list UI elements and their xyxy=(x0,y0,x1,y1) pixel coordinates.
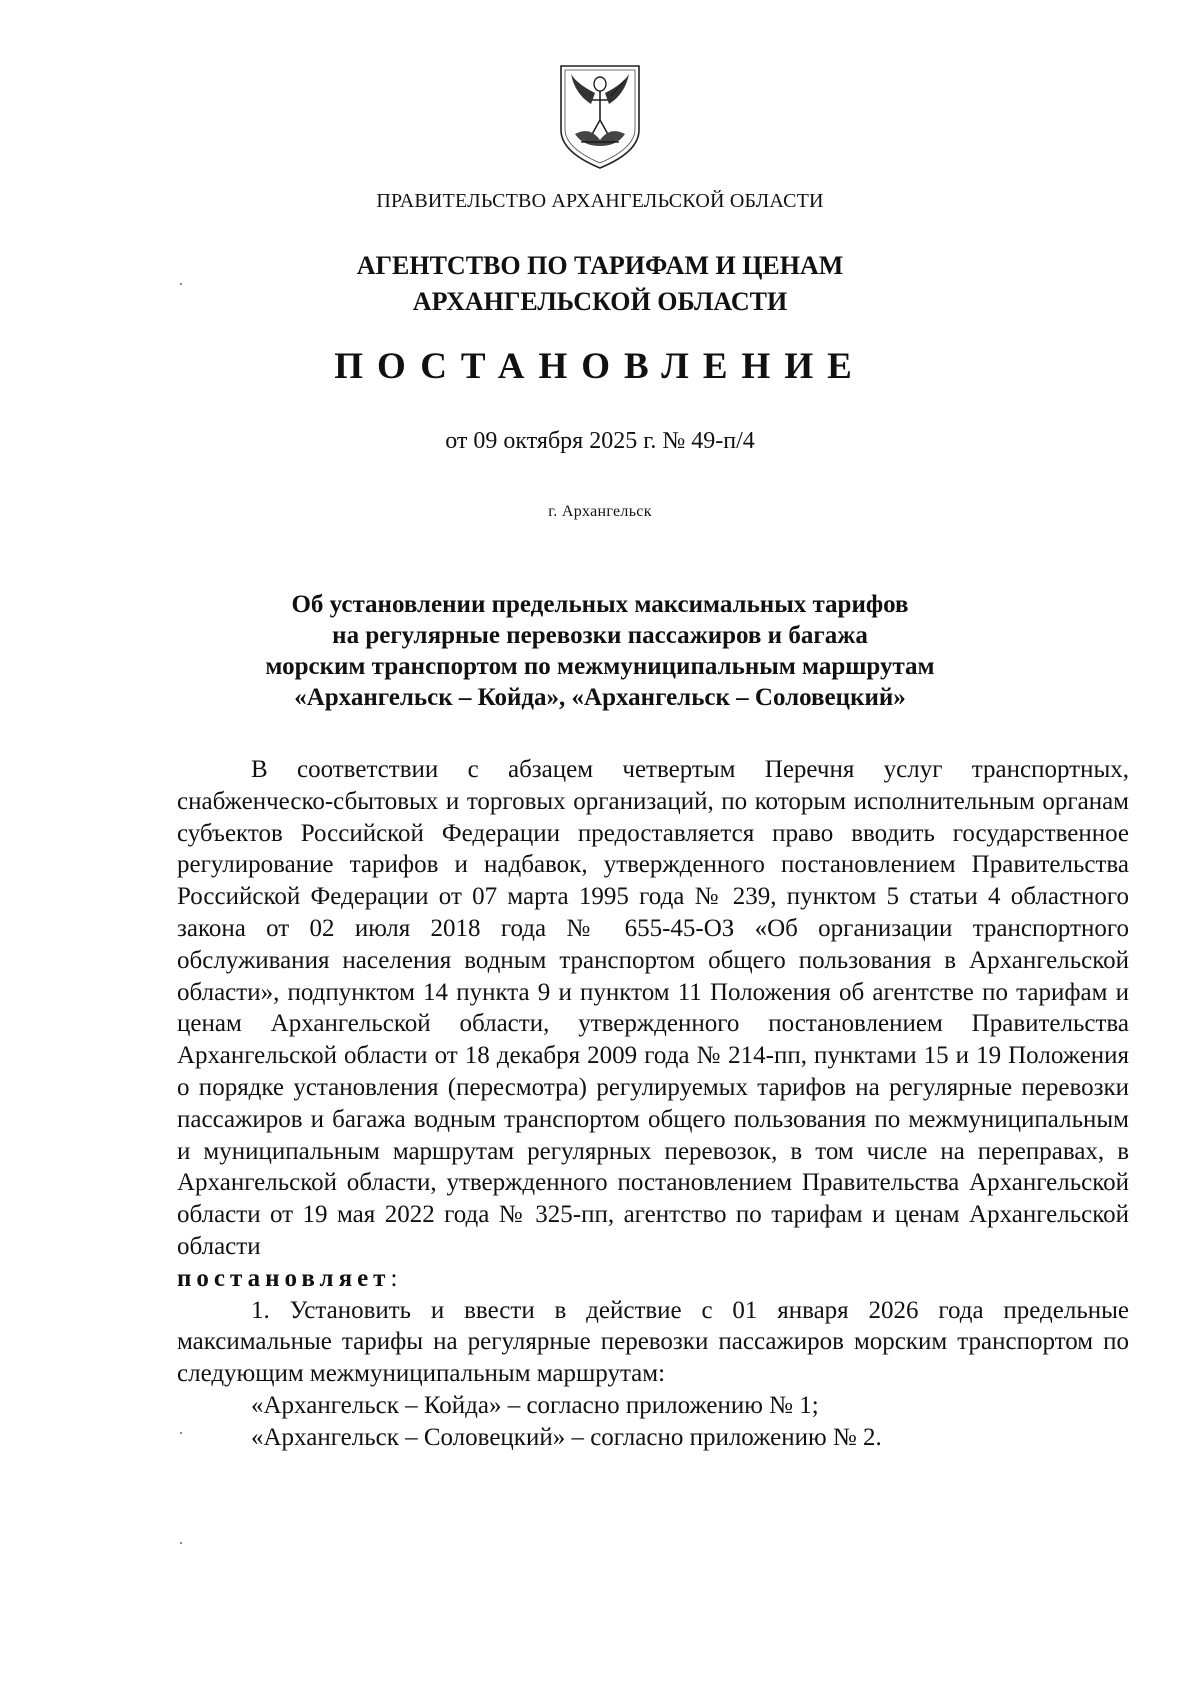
coat-of-arms-emblem xyxy=(555,60,645,172)
scan-speck xyxy=(180,1432,182,1434)
document-date-number: от 09 октября 2025 г. № 49-п/4 xyxy=(445,428,755,454)
agency-name-line-1: АГЕНТСТВО ПО ТАРИФАМ И ЦЕНАМ xyxy=(356,251,844,280)
document-body xyxy=(177,754,1129,1454)
document-type: ПОСТАНОВЛЕНИЕ xyxy=(334,346,866,387)
route-1-line: «Архангельск – Койда» – согласно приложению № 1; xyxy=(251,1391,819,1419)
title-line-2: на регулярные перевозки пассажиров и багажа xyxy=(332,622,868,649)
resolves-colon: : xyxy=(390,1264,398,1292)
scan-speck xyxy=(180,283,182,285)
title-line-1: Об установлении предельных максимальных тарифов xyxy=(291,591,909,618)
resolution-line xyxy=(177,1263,1129,1295)
government-name: ПРАВИТЕЛЬСТВО АРХАНГЕЛЬСКОЙ ОБЛАСТИ xyxy=(376,190,824,212)
title-line-3: морским транспортом по межмуниципальным маршрутам xyxy=(265,653,935,680)
document-title xyxy=(0,589,1200,713)
item-1-paragraph: 1. Установить и ввести в действие с 01 января 2026 года предельные максимальные тарифы на регулярные перевозки пассажиров морским транспортом по следующим межмуниципальным маршрутам: xyxy=(177,1296,1129,1388)
route-2-line: «Архангельск – Соловецкий» – согласно приложению № 2. xyxy=(251,1423,882,1451)
title-line-4: «Архангельск – Койда», «Архангельск – Соловецкий» xyxy=(294,684,906,711)
document-city: г. Архангельск xyxy=(548,503,652,520)
preamble-paragraph: В соответствии с абзацем четвертым Перечня услуг транспортных, снабженческо-сбытовых и торговых организаций, по которым исполнительным органам субъектов Российской Федерации предоставляется право вводить государственное регулирование тарифов и надбавок, утвержденного постановлением Правительства Российской Федерации от 07 марта 1995 года № 239, пунктом 5 статьи 4 областного закона от 02 июля 2018 года № 655-45-ОЗ «Об организации транспортного обслуживания населения водным транспортом общего пользования в Архангельской области», подпунктом 14 пункта 9 и пунктом 11 Положения об агентстве по тарифам и ценам Архангельской области, утвержденного постановлением Правительства Архангельской области от 18 декабря 2009 года № 214-пп, пунктами 15 и 19 Положения о порядке установления (пересмотра) регулируемых тарифов на регулярные перевозки пассажиров и багажа водным транспортом общего пользования по межмуниципальным и муниципальным маршрутам регулярных перевозок, в том числе на переправах, в Архангельской области, утвержденного постановлением Правительства Архангельской области от 19 мая 2022 года № 325-пп, агентство по тарифам и ценам Архангельской области xyxy=(177,756,1129,1260)
agency-name-line-2: АРХАНГЕЛЬСКОЙ ОБЛАСТИ xyxy=(412,287,788,316)
resolves-word: постановляет xyxy=(177,1264,391,1292)
scan-speck xyxy=(180,1542,182,1544)
